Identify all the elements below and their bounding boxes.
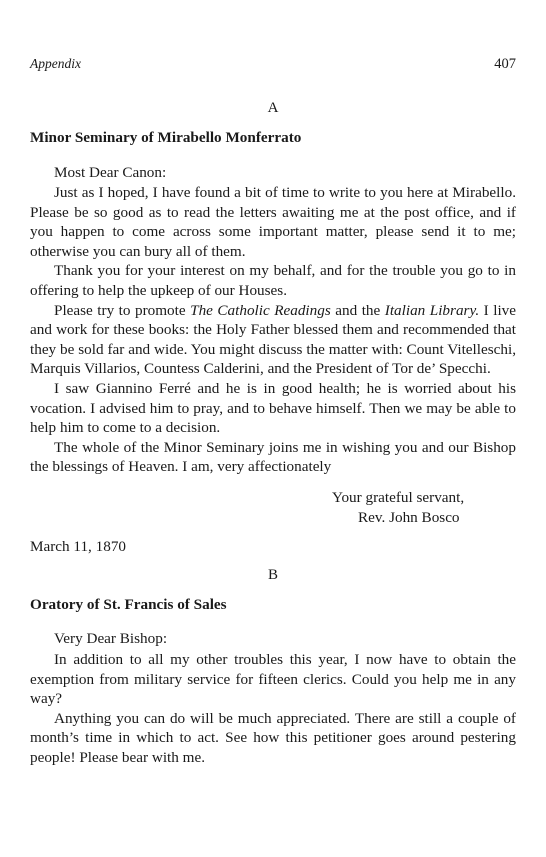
letter-a-date: March 11, 1870: [30, 538, 127, 555]
letter-a-closing: Your grateful servant,: [332, 489, 465, 506]
letter-a-heading: Minor Seminary of Mirabello Monferrato: [30, 129, 302, 146]
book-title-italian-library: Italian Library.: [384, 301, 480, 319]
letter-a-paragraph-1: Just as I hoped, I have found a bit of time to write to you here at Mirabello. Please be so good as to read the letters awaiting me at the post office, and if you happen to come across some important matter, please send it to me; otherwise you can bury all of them.: [30, 184, 516, 260]
letter-b-paragraph-1: In addition to all my other troubles this year, I now have to obtain the exemption from military service for fifteen clerics. Could you help me in any way?: [30, 651, 516, 708]
letter-b-salutation: Very Dear Bishop:: [54, 630, 168, 647]
letter-a-body: [30, 183, 516, 477]
paragraph-3-text-middle: and the: [330, 301, 385, 319]
letter-a-paragraph-2: Thank you for your interest on my behalf, and for the trouble you go to in offering to help the upkeep of our Houses.: [30, 262, 516, 299]
running-head-title: Appendix: [30, 56, 81, 71]
paragraph-3-text-end: I live and work for these books: the Holy Father blessed them and recommended that they be sold far and wide. You might discuss the matter with: Count Vitelleschi, Marquis Villarios, Countess Calderini, and the President of Tor de’ Specchi.: [30, 301, 516, 378]
running-head: [30, 56, 516, 76]
letter-b-body: [30, 650, 516, 768]
letter-a-signature: Rev. John Bosco: [358, 509, 460, 526]
letter-a-paragraph-4: I saw Giannino Ferré and he is in good health; he is worried about his vocation. I advised him to pray, and to behave himself. Then we may be able to help him to come to a decision.: [30, 379, 516, 437]
paragraph-3-text-start: Please try to promote: [54, 301, 191, 319]
letter-b-paragraph-2: Anything you can do will be much appreciated. There are still a couple of month’s time in which to act. See how this petitioner goes around pestering people! Please bear with me.: [30, 709, 516, 766]
section-label-b: B: [267, 567, 278, 583]
letter-a-paragraph-5: The whole of the Minor Seminary joins me in wishing you and our Bishop the blessings of Heaven. I am, very affectionately: [30, 438, 516, 476]
letter-a-paragraph-3: [30, 301, 516, 379]
page-number: 407: [494, 56, 516, 72]
section-label-a: A: [267, 100, 279, 116]
book-title-catholic-readings: The Catholic Readings: [190, 301, 331, 319]
letter-b-heading: Oratory of St. Francis of Sales: [30, 596, 227, 613]
letter-a-salutation: Most Dear Canon:: [54, 164, 167, 181]
